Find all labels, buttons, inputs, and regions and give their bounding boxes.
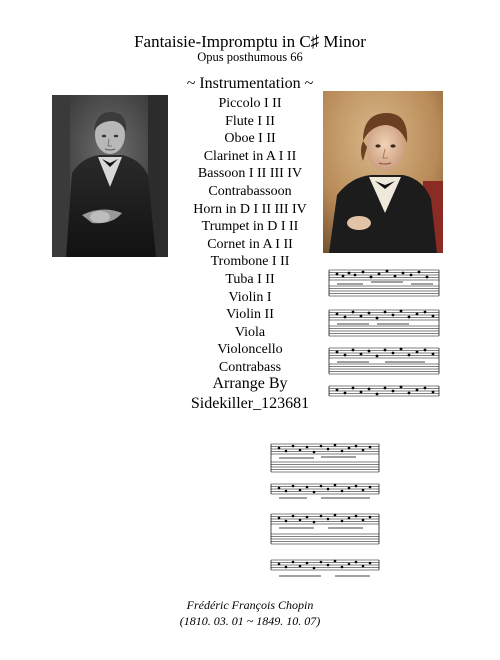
arranger-name: Sidekiller_123681 (190, 395, 310, 412)
instrument-item: Tuba I II (225, 271, 275, 287)
composer-dates: (1810. 03. 01 ~ 1849. 10. 07) (179, 614, 321, 628)
instrument-item: Horn in D I II III IV (193, 201, 307, 217)
sheet-music-excerpt (323, 262, 443, 410)
instrument-item: Violin II (226, 307, 274, 323)
instrument-item: Contrabassoon (208, 183, 292, 199)
composer-name: Frédéric François Chopin (186, 598, 314, 612)
painted-portrait (323, 91, 443, 253)
instrument-item: Cornet in A I II (207, 236, 293, 252)
sheet-music-excerpt (267, 436, 383, 586)
instrument-item: Trombone I II (210, 254, 290, 270)
arranged-by-label: Arrange By (212, 375, 288, 392)
opus-subtitle: Opus posthumous 66 (197, 50, 303, 64)
score-title: Fantaisie-Impromptu in C♯ Minor (134, 32, 366, 51)
instrument-item: Bassoon I II III IV (197, 166, 303, 182)
photograph-portrait (52, 95, 168, 257)
instrument-item: Oboe I II (224, 131, 276, 147)
instrumentation-heading: ~ Instrumentation ~ (186, 75, 314, 92)
instrument-item: Trumpet in D I II (201, 219, 299, 235)
instrument-item: Contrabass (218, 359, 282, 375)
composer-credit (0, 597, 500, 629)
instrument-item: Piccolo I II (218, 96, 282, 111)
instrument-item: Viola (234, 324, 266, 340)
instrument-item: Violoncello (217, 342, 283, 358)
instrument-item: Clarinet in A I II (203, 148, 297, 164)
instrument-item: Violin I (228, 289, 272, 305)
instrument-item: Flute I II (225, 113, 275, 129)
